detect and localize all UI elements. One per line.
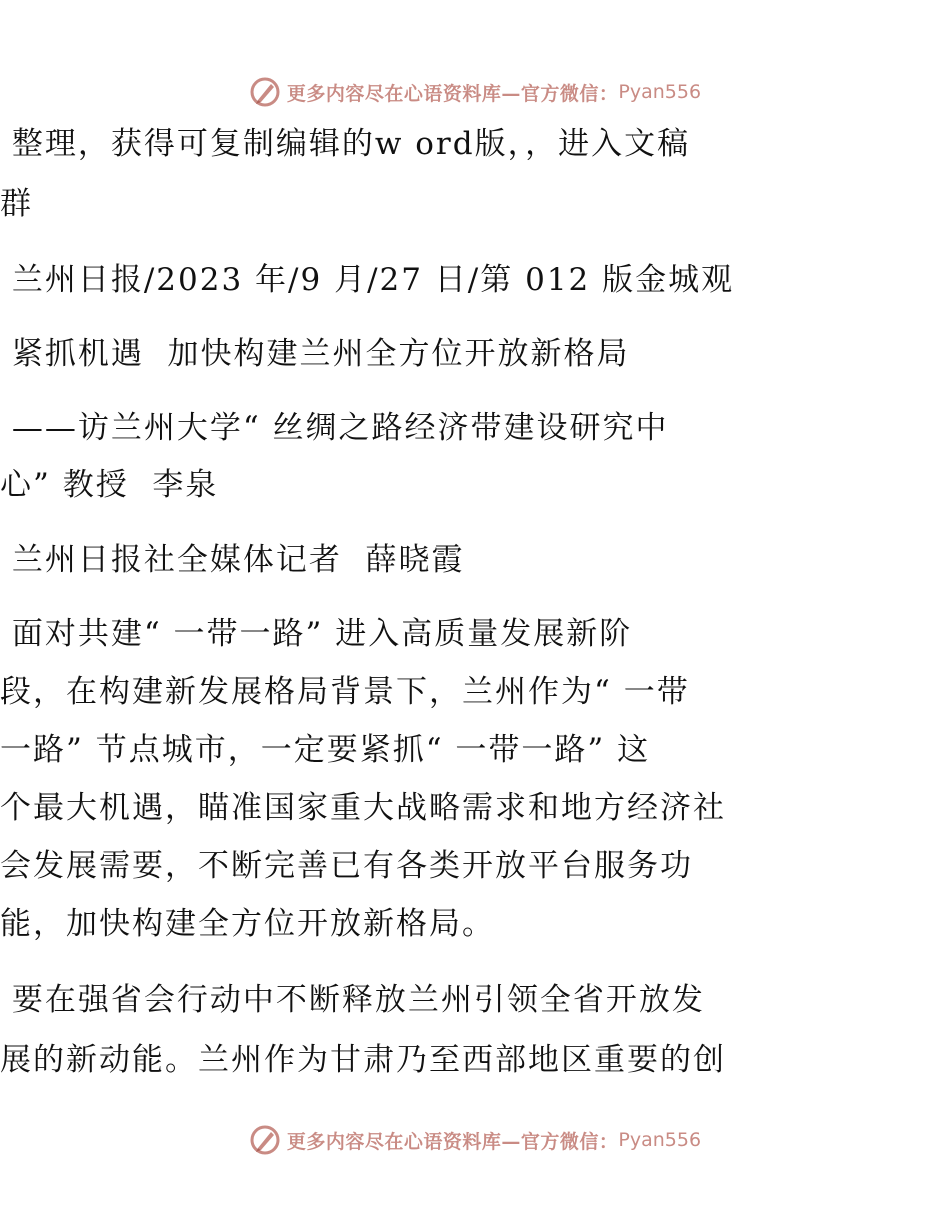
article-subtitle: ——访兰州大学“ 丝绸之路经济带建设研究中: [0, 410, 669, 446]
paragraph-line: 一路” 节点城市，一定要紧抓“ 一带一路” 这: [0, 732, 651, 768]
watermark-text: 更多内容尽在心语资料库—官方微信：: [286, 1130, 619, 1153]
paragraph-line: 会发展需要，不断完善已有各类开放平台服务功: [0, 848, 693, 884]
article-title: 紧抓机遇 加快构建兰州全方位开放新格局: [0, 336, 630, 372]
paragraph-line: 段，在构建新发展格局背景下，兰州作为“ 一带: [0, 674, 690, 710]
paragraph-line: 能，加快构建全方位开放新格局。: [0, 906, 495, 942]
text-line: 兰州日报/2023 年/9 月/27 日/第 012 版金城观: [0, 262, 735, 298]
pen-logo-icon: [249, 1124, 281, 1156]
text-line: 整理，获得可复制编辑的w ord版，，进入文稿: [0, 126, 691, 162]
paragraph-line: 面对共建“ 一带一路” 进入高质量发展新阶: [0, 616, 633, 652]
watermark-text: 更多内容尽在心语资料库—官方微信：: [286, 82, 619, 105]
watermark-wechat-id: Pyan556: [618, 1129, 702, 1151]
paragraph-line: 要在强省会行动中不断释放兰州引领全省开放发: [0, 982, 705, 1018]
watermark-wechat-id: Pyan556: [618, 81, 702, 103]
text-line: 群: [0, 186, 33, 222]
byline: 兰州日报社全媒体记者 薛晓霞: [0, 542, 465, 578]
paragraph-line: 个最大机遇，瞄准国家重大战略需求和地方经济社: [0, 790, 726, 826]
watermark-footer: [0, 1120, 950, 1160]
paragraph-line: 展的新动能。兰州作为甘肃乃至西部地区重要的创: [0, 1042, 726, 1078]
article-subtitle: 心” 教授 李泉: [0, 467, 219, 503]
